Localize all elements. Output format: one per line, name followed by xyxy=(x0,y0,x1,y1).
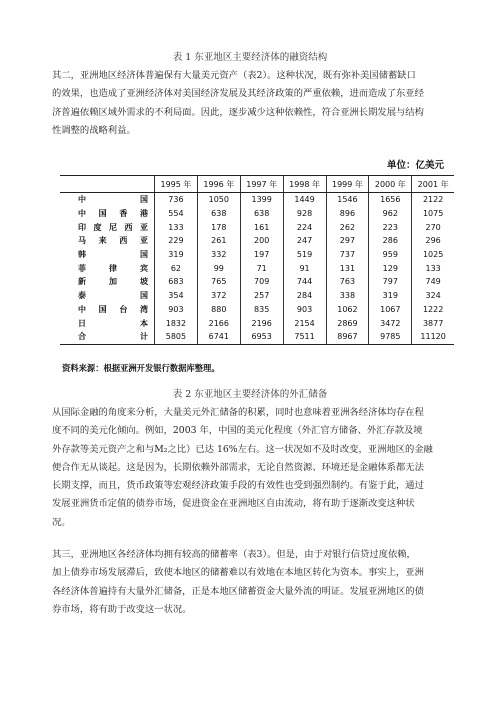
reserve-value-cell: 257 xyxy=(240,289,283,303)
economy-name: 新加坡 xyxy=(78,277,148,287)
unit-label: 单位：亿美元 xyxy=(386,160,444,171)
table-row xyxy=(60,275,454,289)
table-row xyxy=(60,261,454,275)
reserve-value-cell: 131 xyxy=(326,261,369,275)
reserve-value-cell: 709 xyxy=(240,275,283,289)
reserve-value-cell: 229 xyxy=(155,234,198,248)
reserve-value-cell: 1546 xyxy=(326,193,369,207)
reserve-value-cell: 765 xyxy=(197,275,240,289)
year-header: 2001 年 xyxy=(412,176,454,193)
reserve-value-cell: 880 xyxy=(197,303,240,317)
economy-name: 菲律宾 xyxy=(78,263,148,273)
reserve-value-cell: 6741 xyxy=(197,330,240,344)
reserve-value-cell: 332 xyxy=(197,248,240,262)
reserve-value-cell: 324 xyxy=(412,289,454,303)
reserve-value-cell: 903 xyxy=(283,303,326,317)
reserve-value-cell: 372 xyxy=(197,289,240,303)
reserve-value-cell: 338 xyxy=(326,289,369,303)
reserve-value-cell: 928 xyxy=(283,207,326,221)
reserve-value-cell: 319 xyxy=(369,289,412,303)
economy-name: 马来西亚 xyxy=(78,236,148,246)
year-header: 1997 年 xyxy=(240,176,283,193)
reserve-value-cell: 797 xyxy=(369,275,412,289)
reserve-value-cell: 2166 xyxy=(197,316,240,330)
year-header: 2000 年 xyxy=(369,176,412,193)
reserve-value-cell: 1449 xyxy=(283,193,326,207)
reserve-value-cell: 638 xyxy=(240,207,283,221)
reserve-value-cell: 91 xyxy=(283,261,326,275)
economy-name: 中国台湾 xyxy=(78,304,148,314)
year-header: 1998 年 xyxy=(283,176,326,193)
reserve-value-cell: 2122 xyxy=(412,193,454,207)
paragraph-dollarization: 从国际金融的角度来分析，大量美元外汇储备的积累，同时也意味着亚洲各经济体均存在程 度不同的美元化倾向。例如，2003 年，中国的美元化程度（外汇官方储备、外汇存款及境 外存款等美元资产之和与M₂之比）已达 16%左右。这一状况如不及时改变，亚洲地区的金融 便合作无从谈起。这是因为，长期依赖外部需求，无论自然资源、环境还是金融体系都无法 长期支撑，而且，货币政策等宏观经济政策手段的有效性也受到强烈制约。有鉴于此，通过 发展亚洲货币定值的债券市场，促进资金在亚洲地区自由流动，将有助于逐渐改变这种状 况。 xyxy=(52,407,433,528)
table-row xyxy=(60,330,454,344)
reserve-value-cell: 8967 xyxy=(326,330,369,344)
table-row xyxy=(60,193,454,207)
reserve-value-cell: 11120 xyxy=(412,330,454,344)
table-row xyxy=(60,234,454,248)
reserve-value-cell: 2196 xyxy=(240,316,283,330)
reserve-value-cell: 133 xyxy=(155,220,198,234)
table-corner-cell xyxy=(60,176,155,193)
table-row xyxy=(60,289,454,303)
reserve-value-cell: 3877 xyxy=(412,316,454,330)
reserve-value-cell: 9785 xyxy=(369,330,412,344)
reserve-value-cell: 62 xyxy=(155,261,198,275)
economy-name: 日本 xyxy=(78,318,148,328)
reserve-value-cell: 99 xyxy=(197,261,240,275)
table-header-row xyxy=(60,176,454,193)
reserve-value-cell: 903 xyxy=(155,303,198,317)
table2-caption: 表 2 东亚地区主要经济体的外汇储备 xyxy=(172,389,328,400)
reserve-value-cell: 71 xyxy=(240,261,283,275)
reserve-value-cell: 6953 xyxy=(240,330,283,344)
reserve-value-cell: 284 xyxy=(283,289,326,303)
reserve-value-cell: 1050 xyxy=(197,193,240,207)
reserve-value-cell: 5805 xyxy=(155,330,198,344)
reserve-value-cell: 959 xyxy=(369,248,412,262)
reserve-value-cell: 319 xyxy=(155,248,198,262)
reserve-value-cell: 1075 xyxy=(412,207,454,221)
economy-name: 泰国 xyxy=(78,291,148,301)
reserve-value-cell: 835 xyxy=(240,303,283,317)
reserve-value-cell: 262 xyxy=(326,220,369,234)
reserve-value-cell: 133 xyxy=(412,261,454,275)
reserve-value-cell: 2869 xyxy=(326,316,369,330)
reserve-value-cell: 286 xyxy=(369,234,412,248)
reserve-value-cell: 763 xyxy=(326,275,369,289)
reserve-value-cell: 554 xyxy=(155,207,198,221)
reserve-value-cell: 129 xyxy=(369,261,412,275)
reserve-value-cell: 261 xyxy=(197,234,240,248)
economy-name: 中国香港 xyxy=(78,209,148,219)
reserve-value-cell: 1656 xyxy=(369,193,412,207)
year-header: 1995 年 xyxy=(155,176,198,193)
reserve-value-cell: 749 xyxy=(412,275,454,289)
reserve-value-cell: 1222 xyxy=(412,303,454,317)
table1-caption: 表 1 东亚地区主要经济体的融资结构 xyxy=(172,52,328,63)
reserve-value-cell: 737 xyxy=(326,248,369,262)
paragraph-savings-rate: 其三，亚洲地区各经济体均拥有较高的储蓄率（表3）。但是，由于对银行信贷过度依赖， 加上债券市场发展滞后，致使本地区的储蓄难以有效地在本地区转化为资本。事实上，亚洲 各经济体普遍持有大量外汇储备，正是本地区储蓄资金大量外流的明证。发展亚洲地区的债 券市场，将有助于改变这一状况。 xyxy=(52,549,424,615)
table-row xyxy=(60,207,454,221)
reserve-value-cell: 1025 xyxy=(412,248,454,262)
table-body xyxy=(60,193,454,345)
reserve-value-cell: 178 xyxy=(197,220,240,234)
reserve-value-cell: 1399 xyxy=(240,193,283,207)
economy-name: 韩国 xyxy=(78,250,148,260)
reserve-value-cell: 297 xyxy=(326,234,369,248)
reserve-value-cell: 736 xyxy=(155,193,198,207)
reserve-value-cell: 2154 xyxy=(283,316,326,330)
reserve-value-cell: 7511 xyxy=(283,330,326,344)
year-header: 1999 年 xyxy=(326,176,369,193)
reserve-value-cell: 896 xyxy=(326,207,369,221)
source-note: 资料来源：根据亚洲开发银行数据库整理。 xyxy=(62,363,220,373)
reserve-value-cell: 270 xyxy=(412,220,454,234)
economy-name: 中国 xyxy=(78,195,148,205)
reserve-value-cell: 519 xyxy=(283,248,326,262)
year-header: 1996 年 xyxy=(197,176,240,193)
reserve-value-cell: 223 xyxy=(369,220,412,234)
reserve-value-cell: 197 xyxy=(240,248,283,262)
reserve-value-cell: 296 xyxy=(412,234,454,248)
reserve-value-cell: 962 xyxy=(369,207,412,221)
reserve-value-cell: 1067 xyxy=(369,303,412,317)
table-row xyxy=(60,220,454,234)
reserve-value-cell: 638 xyxy=(197,207,240,221)
reserve-value-cell: 354 xyxy=(155,289,198,303)
reserve-value-cell: 161 xyxy=(240,220,283,234)
table-row xyxy=(60,316,454,330)
paragraph-dollar-assets: 其二，亚洲地区经济体普遍保有大量美元资产（表2）。这种状况，既有弥补美国储蓄缺口 的效果，也造成了亚洲经济体对美国经济发展及其经济政策的严重依赖，进而造成了东亚经 济普遍依赖区域外需求的不利局面。因此，逐步减少这种依赖性，符合亚洲长期发展与结构 性调整的战略利益。 xyxy=(52,70,424,136)
table-row xyxy=(60,303,454,317)
reserve-value-cell: 224 xyxy=(283,220,326,234)
reserve-value-cell: 683 xyxy=(155,275,198,289)
economy-name: 印度尼西亚 xyxy=(78,222,148,232)
reserve-value-cell: 3472 xyxy=(369,316,412,330)
reserve-value-cell: 1062 xyxy=(326,303,369,317)
reserve-value-cell: 200 xyxy=(240,234,283,248)
table-row xyxy=(60,248,454,262)
reserve-value-cell: 1832 xyxy=(155,316,198,330)
economy-name: 合计 xyxy=(60,330,155,344)
reserve-value-cell: 247 xyxy=(283,234,326,248)
fx-reserves-table xyxy=(60,175,454,345)
reserve-value-cell: 744 xyxy=(283,275,326,289)
